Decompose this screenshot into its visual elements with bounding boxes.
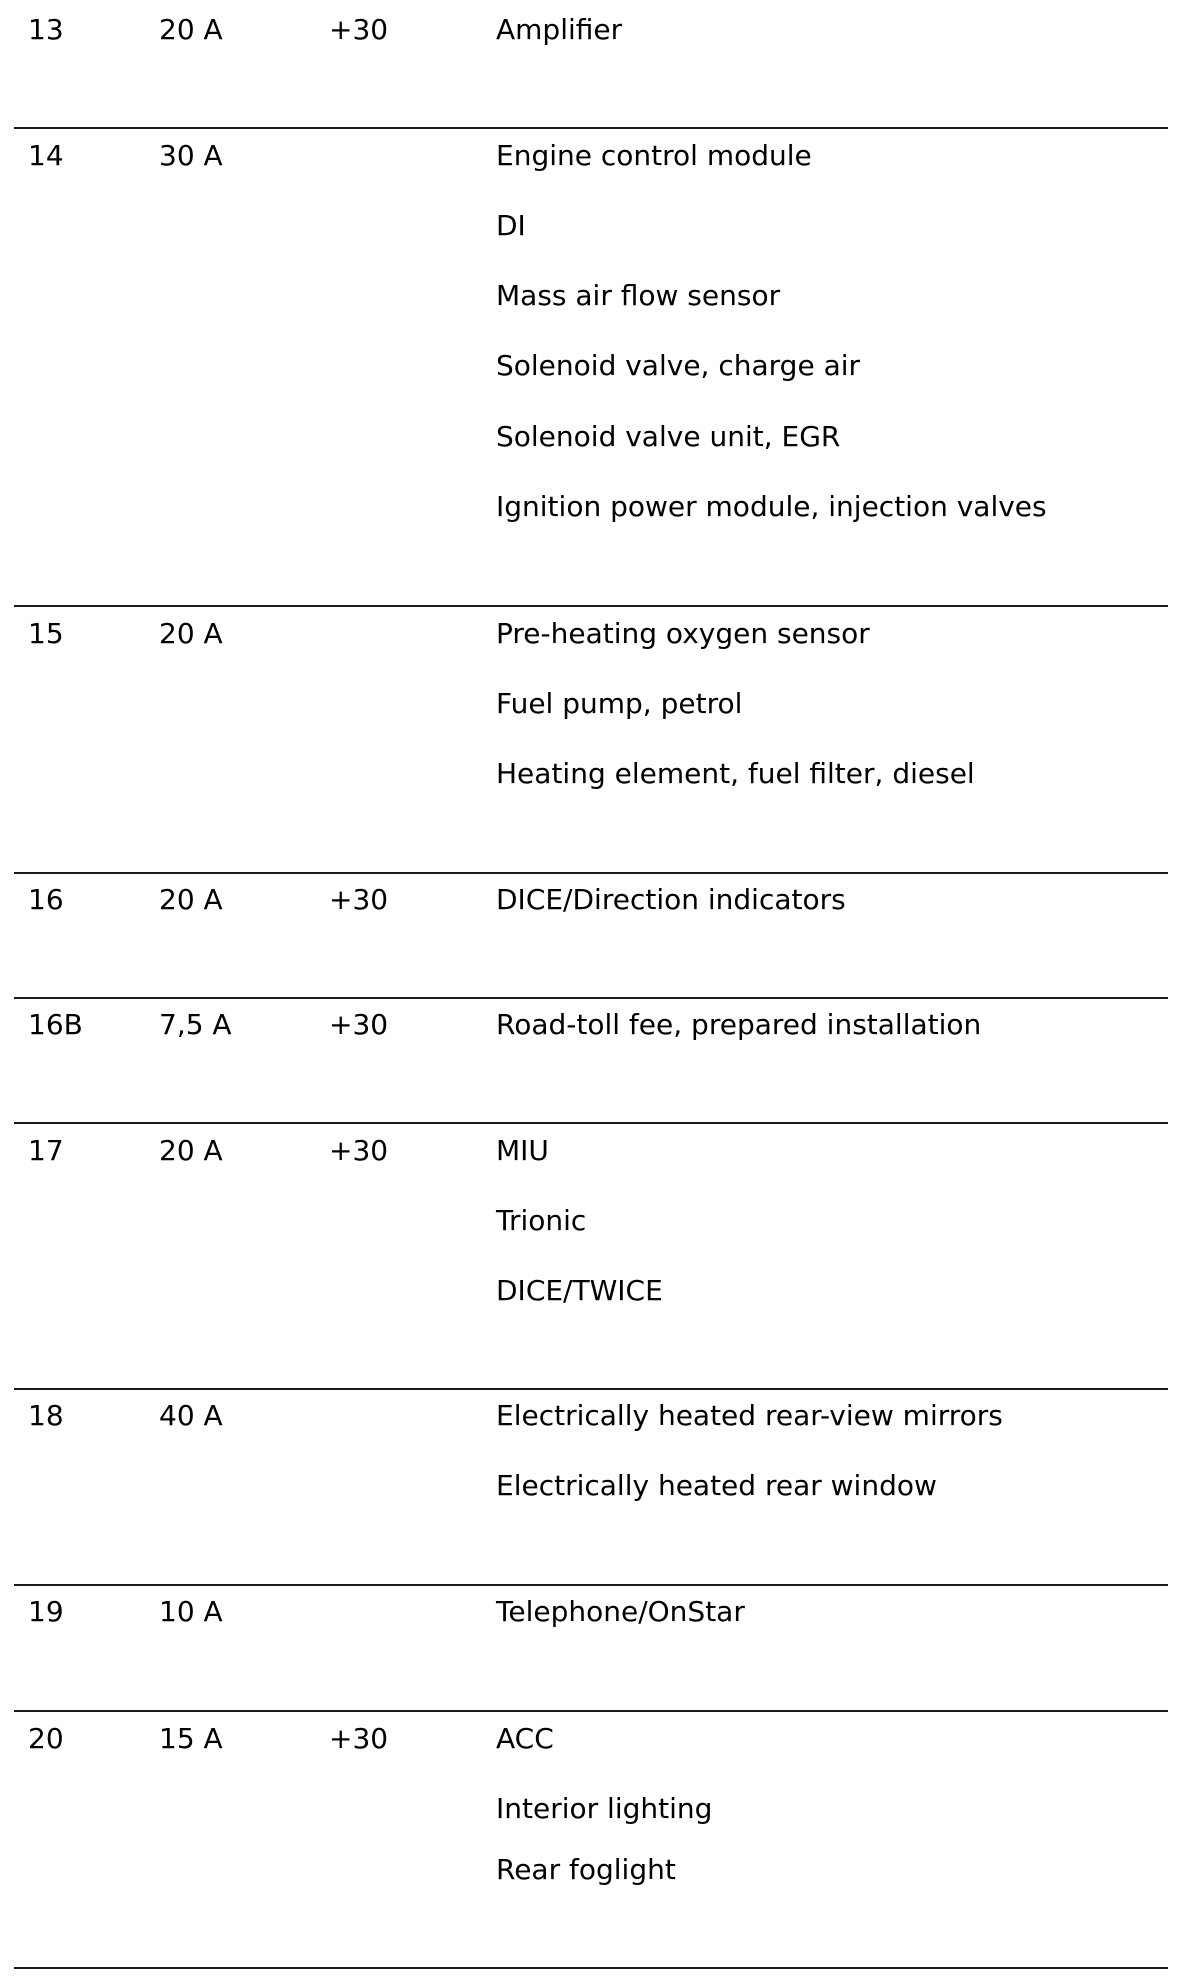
consumer-item: Solenoid valve, charge air — [496, 349, 861, 382]
row-divider — [14, 1388, 1168, 1390]
consumer-item: ACC — [496, 1722, 554, 1755]
consumer-item: Heating element, fuel filter, diesel — [496, 757, 975, 790]
row-divider — [14, 127, 1168, 129]
consumer-item: Telephone/OnStar — [496, 1595, 745, 1628]
consumer-item: DICE/Direction indicators — [496, 883, 846, 916]
fuse-amperage: 40 A — [159, 1399, 223, 1432]
fuse-number: 14 — [28, 139, 64, 172]
fuse-amperage: 10 A — [159, 1595, 223, 1628]
fuse-number: 13 — [28, 13, 64, 46]
fuse-number: 20 — [28, 1722, 64, 1755]
consumer-item: Rear foglight — [496, 1853, 676, 1886]
row-divider — [14, 605, 1168, 607]
row-divider — [14, 1967, 1168, 1969]
consumer-item: Electrically heated rear-view mirrors — [496, 1399, 1003, 1432]
fuse-voltage: +30 — [329, 883, 389, 916]
fuse-number: 17 — [28, 1134, 64, 1167]
consumer-item: Solenoid valve unit, EGR — [496, 420, 841, 453]
row-divider — [14, 1584, 1168, 1586]
fuse-voltage: +30 — [329, 13, 389, 46]
consumer-item: Electrically heated rear window — [496, 1469, 937, 1502]
row-divider — [14, 997, 1168, 999]
fuse-number: 16B — [28, 1008, 83, 1041]
consumer-item: Amplifier — [496, 13, 623, 46]
consumer-item: Mass air flow sensor — [496, 279, 781, 312]
consumer-item: Interior lighting — [496, 1792, 713, 1825]
fuse-amperage: 20 A — [159, 617, 223, 650]
consumer-item: Engine control module — [496, 139, 812, 172]
fuse-amperage: 20 A — [159, 883, 223, 916]
consumer-item: Fuel pump, petrol — [496, 687, 743, 720]
fuse-amperage: 20 A — [159, 13, 223, 46]
fuse-amperage: 15 A — [159, 1722, 223, 1755]
consumer-item: Ignition power module, injection valves — [496, 490, 1047, 523]
consumer-item: Road-toll fee, prepared installation — [496, 1008, 982, 1041]
row-divider — [14, 1122, 1168, 1124]
row-divider — [14, 872, 1168, 874]
row-divider — [14, 1710, 1168, 1712]
fuse-voltage: +30 — [329, 1722, 389, 1755]
consumer-item: DICE/TWICE — [496, 1274, 663, 1307]
consumer-item: Pre-heating oxygen sensor — [496, 617, 870, 650]
consumer-item: DI — [496, 209, 526, 242]
fuse-voltage: +30 — [329, 1008, 389, 1041]
consumer-item: Trionic — [496, 1204, 587, 1237]
fuse-number: 19 — [28, 1595, 64, 1628]
consumer-item: MIU — [496, 1134, 549, 1167]
fuse-number: 15 — [28, 617, 64, 650]
fuse-number: 18 — [28, 1399, 64, 1432]
fuse-amperage: 20 A — [159, 1134, 223, 1167]
fuse-amperage: 7,5 A — [159, 1008, 232, 1041]
fuse-voltage: +30 — [329, 1134, 389, 1167]
fuse-amperage: 30 A — [159, 139, 223, 172]
fuse-number: 16 — [28, 883, 64, 916]
